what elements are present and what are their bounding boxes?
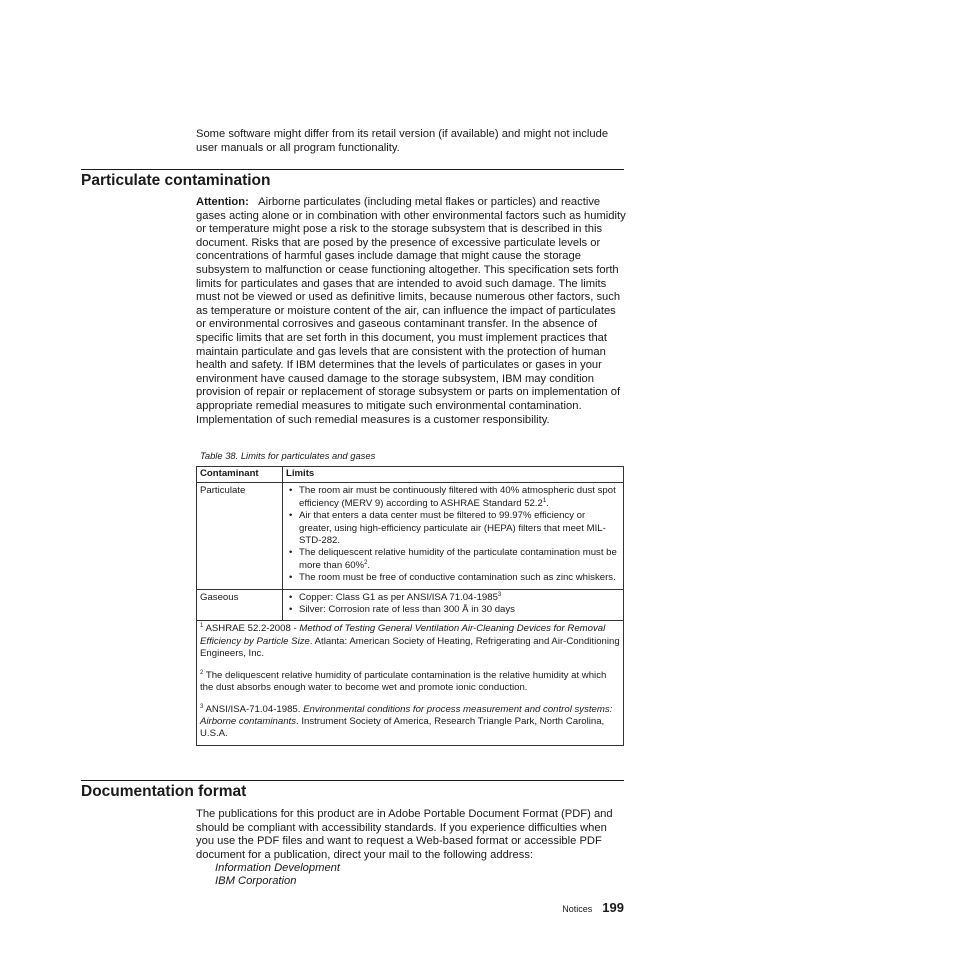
- footnote-ref: 2: [364, 559, 368, 566]
- footnote-1: [200, 623, 620, 660]
- footnote-2: [200, 670, 620, 695]
- footnote-text: ASHRAE 52.2-2008 -: [205, 623, 300, 635]
- gaseous-limits-list: [286, 592, 620, 617]
- limit-text: Air that enters a data center must be filtered to 99.97% efficiency or greater, using high-efficiency particulate air (HEPA) filters that meet MIL-STD-282.: [299, 510, 606, 547]
- address-line: IBM Corporation: [215, 875, 297, 887]
- table-row: [197, 589, 624, 621]
- table-row: [197, 483, 624, 589]
- particulate-limits-list: [286, 485, 620, 584]
- footnote-text: . Atlanta: American Society of Heating, Refrigerating and Air-Conditioning Engineers, Inc.: [200, 635, 620, 660]
- list-item: [286, 510, 620, 547]
- footnote-number: 1: [200, 623, 204, 630]
- limit-text: The deliquescent relative humidity of the particulate contamination must be more than 60%: [299, 547, 617, 571]
- cell-particulate-label: Particulate: [197, 483, 283, 589]
- limits-table: [196, 466, 624, 746]
- cell-gaseous-label: Gaseous: [197, 589, 283, 621]
- list-item: [286, 604, 620, 616]
- footnote-title: Method of Testing General Ventilation Air-Cleaning Devices for Removal Efficiency by Particle Size: [200, 623, 606, 647]
- footnote-ref: 3: [497, 591, 502, 598]
- footnote-number: 3: [200, 703, 204, 710]
- section-heading-documentation: Documentation format: [81, 783, 247, 800]
- footnote-text: ANSI/ISA-71.04-1985.: [205, 703, 304, 715]
- limit-text: The room must be free of conductive contamination such as zinc whiskers.: [299, 572, 616, 584]
- table-caption: Table 38. Limits for particulates and gases: [200, 450, 376, 461]
- address-line: Information Development: [215, 862, 340, 874]
- page-number: 199: [602, 900, 624, 915]
- header-contaminant: Contaminant: [197, 467, 283, 483]
- table-header-row: [197, 467, 624, 483]
- attention-paragraph: [196, 196, 626, 427]
- cell-footnotes: [197, 621, 624, 745]
- list-item: [286, 592, 620, 604]
- footnote-title: Environmental conditions for process measurement and control systems: Airborne contaminants: [200, 703, 613, 727]
- footnote-ref: 1: [542, 497, 547, 504]
- footnote-text: . Instrument Society of America, Research Triangle Park, North Carolina, U.S.A.: [200, 715, 605, 740]
- limit-text: The room air must be continuously filtered with 40% atmospheric dust spot efficiency (MERV 9) according to ASHRAE Standard 52.2: [299, 485, 616, 509]
- documentation-paragraph: The publications for this product are in Adobe Portable Document Format (PDF) and should be compliant with accessibility standards. If you experience difficulties when you use the PDF files and want to request a Web-based format or accessible PDF document for a publication, direct your mail to the following address:: [196, 808, 613, 861]
- cell-gaseous-limits: [283, 589, 624, 621]
- attention-text: Airborne particulates (including metal flakes or particles) and reactive gases acting alone or in combination with other environmental factors such as humidity or temperature might pose a risk to the storage subsystem that is described in this document. Risks that are posed by the presence of excessive particulate levels or concentrations of harmful gases include damage that might cause the storage subsystem to malfunction or cease functioning altogether. This specification sets forth limits for particulates and gases that are intended to avoid such damage. The limits must not be viewed or used as definitive limits, because numerous other factors, such as temperature or moisture content of the air, can influence the impact of particulates or environmental corrosives and gaseous contaminant transfer. In the absence of specific limits that are set forth in this document, you must implement practices that maintain particulate and gas levels that are consistent with the protection of human health and safety. If IBM determines that the levels of particulates or gases in your environment have caused damage to the storage subsystem, IBM may condition provision of repair or replacement of storage subsystem or parts on implementation of appropriate remedial measures to mitigate such environmental contamination. Implementation of such remedial measures is a customer responsibility.: [196, 196, 626, 426]
- table-footnotes-row: [197, 621, 624, 745]
- footnote-text: The deliquescent relative humidity of particulate contamination is the relative humidity at which the dust absorbs enough water to become wet and promote ionic conduction.: [200, 669, 607, 694]
- footnote-number: 2: [200, 669, 204, 676]
- section-heading-particulate: Particulate contamination: [81, 172, 271, 189]
- cell-particulate-limits: [283, 483, 624, 589]
- limit-text: Copper: Class G1 as per ANSI/ISA 71.04-1985: [299, 591, 498, 603]
- attention-label: Attention:: [196, 196, 249, 208]
- limit-text: Silver: Corrosion rate of less than 300 Å in 30 days: [299, 604, 515, 616]
- intro-paragraph: Some software might differ from its retail version (if available) and might not include user manuals or all program functionality.: [196, 128, 609, 154]
- list-item: • The room air must be continuously filtered with 40% atmospheric dust spot efficiency (MERV 9) according to ASHRAE Standard 52.2$^1$.: [286, 485, 620, 510]
- footer-label: Notices: [562, 904, 593, 914]
- header-limits: Limits: [283, 467, 624, 483]
- section-rule: [81, 780, 624, 781]
- page-footer: [562, 900, 624, 915]
- section-rule: [81, 169, 624, 170]
- list-item: • The deliquescent relative humidity of the particulate contamination must be more than 60%$^2$.: [286, 547, 620, 572]
- footnote-3: [200, 704, 620, 741]
- list-item: [286, 572, 620, 584]
